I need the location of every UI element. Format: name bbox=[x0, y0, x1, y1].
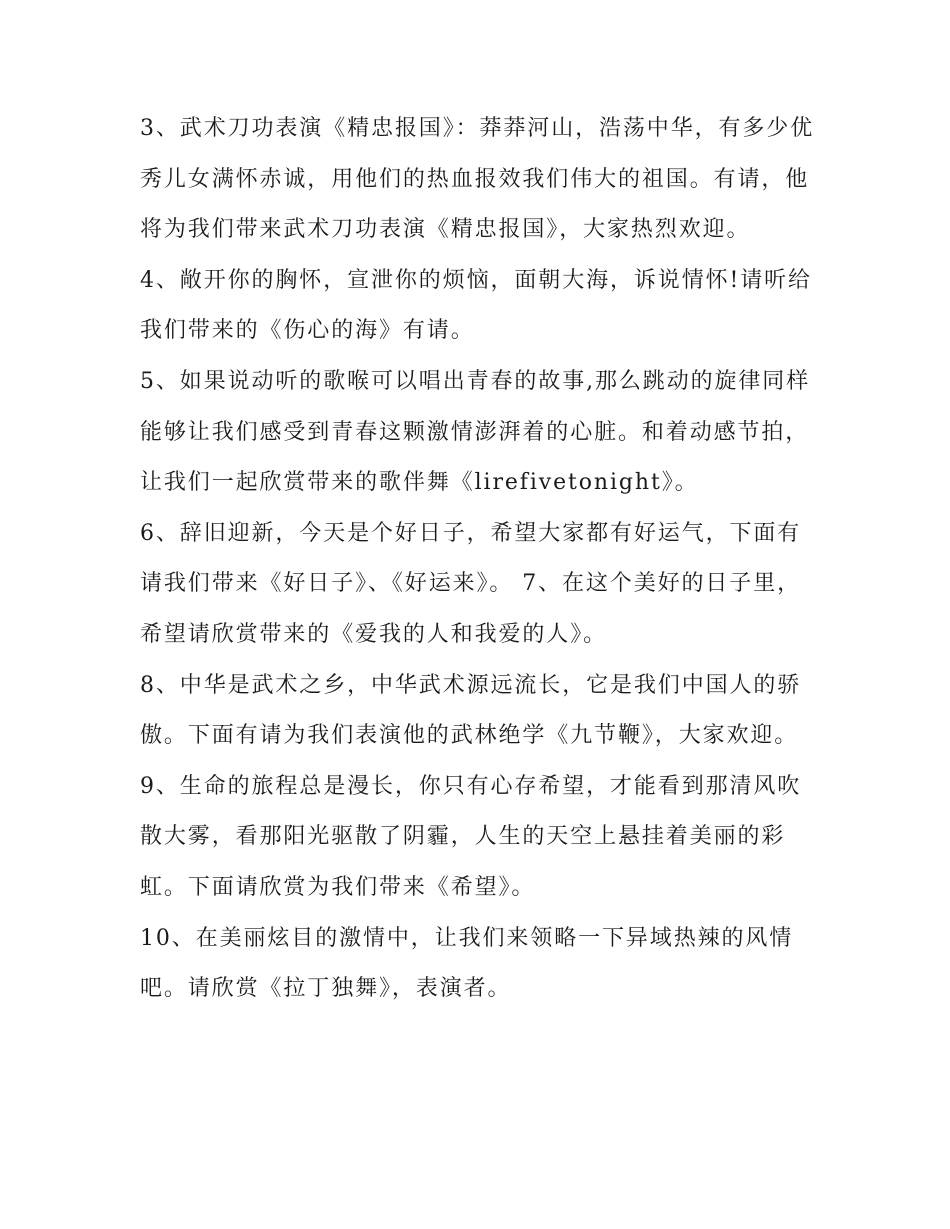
paragraph-item-8: 8、中华是武术之乡，中华武术源远流长，它是我们中国人的骄傲。下面有请为我们表演他的武林绝学《九节鞭》，大家欢迎。 bbox=[140, 672, 802, 749]
paragraph-item-4: 4、敞开你的胸怀，宣泄你的烦恼，面朝大海，诉说情怀!请听给我们带来的《伤心的海》有请。 bbox=[140, 267, 812, 344]
paragraph-item-9: 9、生命的旅程总是漫长，你只有心存希望，才能看到那清风吹散大雾，看那阳光驱散了阴霾，人生的天空上悬挂着美丽的彩虹。下面请欣赏为我们带来《希望》。 bbox=[140, 773, 802, 900]
paragraph-item-6-7: 6、辞旧迎新，今天是个好日子，希望大家都有好运气，下面有请我们带来《好日子》、《好运来》。 7、在这个美好的日子里，希望请欣赏带来的《爱我的人和我爱的人》。 bbox=[140, 520, 802, 647]
paragraph-item-3: 3、武术刀功表演《精忠报国》：莽莽河山，浩荡中华，有多少优秀儿女满怀赤诚，用他们的热血报效我们伟大的祖国。有请，他将为我们带来武术刀功表演《精忠报国》，大家热烈欢迎。 bbox=[140, 116, 815, 243]
document-body bbox=[140, 104, 820, 1015]
paragraph-item-5: 5、如果说动听的歌喉可以唱出青春的故事,那么跳动的旋律同样能够让我们感受到青春这颗激情澎湃着的心脏。和着动感节拍，让我们一起欣赏带来的歌伴舞《lirefivetonight》。 bbox=[140, 368, 811, 496]
paragraph-item-10: 10、在美丽炫目的激情中，让我们来领略一下异域热辣的风情吧。请欣赏《拉丁独舞》，表演者。 bbox=[140, 925, 794, 1002]
